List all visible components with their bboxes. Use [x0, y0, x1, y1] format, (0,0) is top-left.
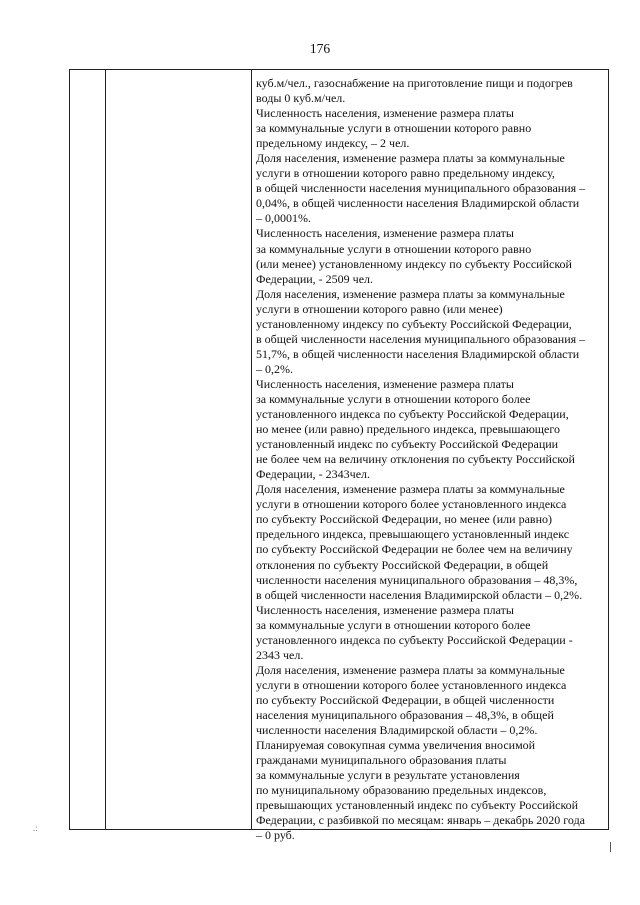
text-line: предельного индекса, превышающего установленный индекс	[256, 527, 570, 542]
text-line: за коммунальные услуги в результате установления	[256, 768, 520, 783]
text-line: Доля населения, изменение размера платы за коммунальные	[256, 482, 565, 497]
text-line: за коммунальные услуги в отношении которого равно	[256, 241, 532, 256]
text-line: по субъекту Российской Федерации, но менее (или равно)	[256, 512, 552, 527]
table-column-indicator	[106, 70, 252, 829]
document-table	[69, 69, 609, 843]
text-line: Федерации, - 2343чел.	[256, 467, 371, 482]
page-number: 176	[309, 41, 331, 56]
text-line: по муниципальному образованию предельных индексов,	[256, 783, 547, 798]
text-line: численности населения Владимирской области – 0,2%.	[256, 723, 538, 738]
text-line: – 0,0001%.	[256, 211, 311, 226]
text-line: 51,7%, в общей численности населения Владимирской области	[256, 346, 580, 361]
text-line: населения муниципального образования – 48,3%, в общей	[256, 707, 554, 722]
text-line: в общей численности населения муниципального образования –	[256, 331, 586, 346]
text-line: Федерации, с разбивкой по месяцам: январь – декабрь 2020 года	[256, 813, 586, 828]
scan-edge-mark	[610, 842, 611, 852]
text-line: численности населения муниципального образования – 48,3%,	[256, 572, 578, 587]
text-line: в общей численности населения Владимирской области – 0,2%.	[256, 587, 583, 602]
text-line: не более чем на величину отклонения по субъекту Российской	[256, 452, 575, 467]
text-line: Численность населения, изменение размера платы	[256, 376, 514, 391]
margin-mark: .:	[33, 823, 38, 833]
text-line: установленного индекса по субъекту Российской Федерации,	[256, 407, 569, 422]
text-line: – 0,2%.	[256, 361, 293, 376]
text-line: воды 0 куб.м/чел.	[256, 91, 346, 106]
text-line: Доля населения, изменение размера платы за коммунальные	[256, 662, 565, 677]
text-line: услуги в отношении которого более установленного индекса	[256, 497, 567, 512]
text-line: но менее (или равно) предельного индекса, превышающего	[256, 422, 560, 437]
text-line: за коммунальные услуги в отношении которого более	[256, 617, 531, 632]
text-line: Доля населения, изменение размера платы за коммунальные	[256, 286, 565, 301]
text-line: Численность населения, изменение размера платы	[256, 602, 514, 617]
text-line: 2343 чел.	[256, 647, 304, 662]
text-line: установленный индекс по субъекту Российской Федерации	[256, 437, 559, 452]
text-line: услуги в отношении которого равно предельному индексу,	[256, 166, 555, 181]
text-line: Федерации, - 2509 чел.	[256, 271, 374, 286]
text-line: установленного индекса по субъекту Российской Федерации -	[256, 632, 573, 647]
text-line: услуги в отношении которого равно (или менее)	[256, 301, 503, 316]
text-line: 0,04%, в общей численности населения Владимирской области	[256, 196, 580, 211]
table-column-content	[256, 76, 608, 843]
text-line: Численность населения, изменение размера платы	[256, 226, 514, 241]
text-line: гражданами муниципального образования платы	[256, 753, 507, 768]
text-line: (или менее) установленному индексу по субъекту Российской	[256, 256, 572, 271]
text-line: по субъекту Российской Федерации не более чем на величину	[256, 542, 573, 557]
text-line: за коммунальные услуги в отношении которого более	[256, 391, 531, 406]
text-line: – 0 руб.	[256, 828, 295, 843]
text-line: куб.м/чел., газоснабжение на приготовление пищи и подогрев	[256, 76, 573, 90]
text-line: предельному индексу, – 2 чел.	[256, 136, 410, 151]
text-line: Планируемая совокупная сумма увеличения вносимой	[256, 738, 536, 753]
text-line: Доля населения, изменение размера платы за коммунальные	[256, 151, 565, 166]
table-column-number	[70, 70, 106, 829]
text-line: превышающих установленный индекс по субъекту Российской	[256, 798, 579, 813]
text-line: услуги в отношении которого более установленного индекса	[256, 677, 567, 692]
text-line: за коммунальные услуги в отношении которого равно	[256, 121, 532, 136]
text-line: в общей численности населения муниципального образования –	[256, 181, 586, 196]
text-line: установленному индексу по субъекту Российской Федерации,	[256, 316, 572, 331]
text-line: отклонения по субъекту Российской Федерации, в общей	[256, 557, 549, 572]
text-line: по субъекту Российской Федерации, в общей численности	[256, 692, 555, 707]
text-line: Численность населения, изменение размера платы	[256, 106, 514, 121]
